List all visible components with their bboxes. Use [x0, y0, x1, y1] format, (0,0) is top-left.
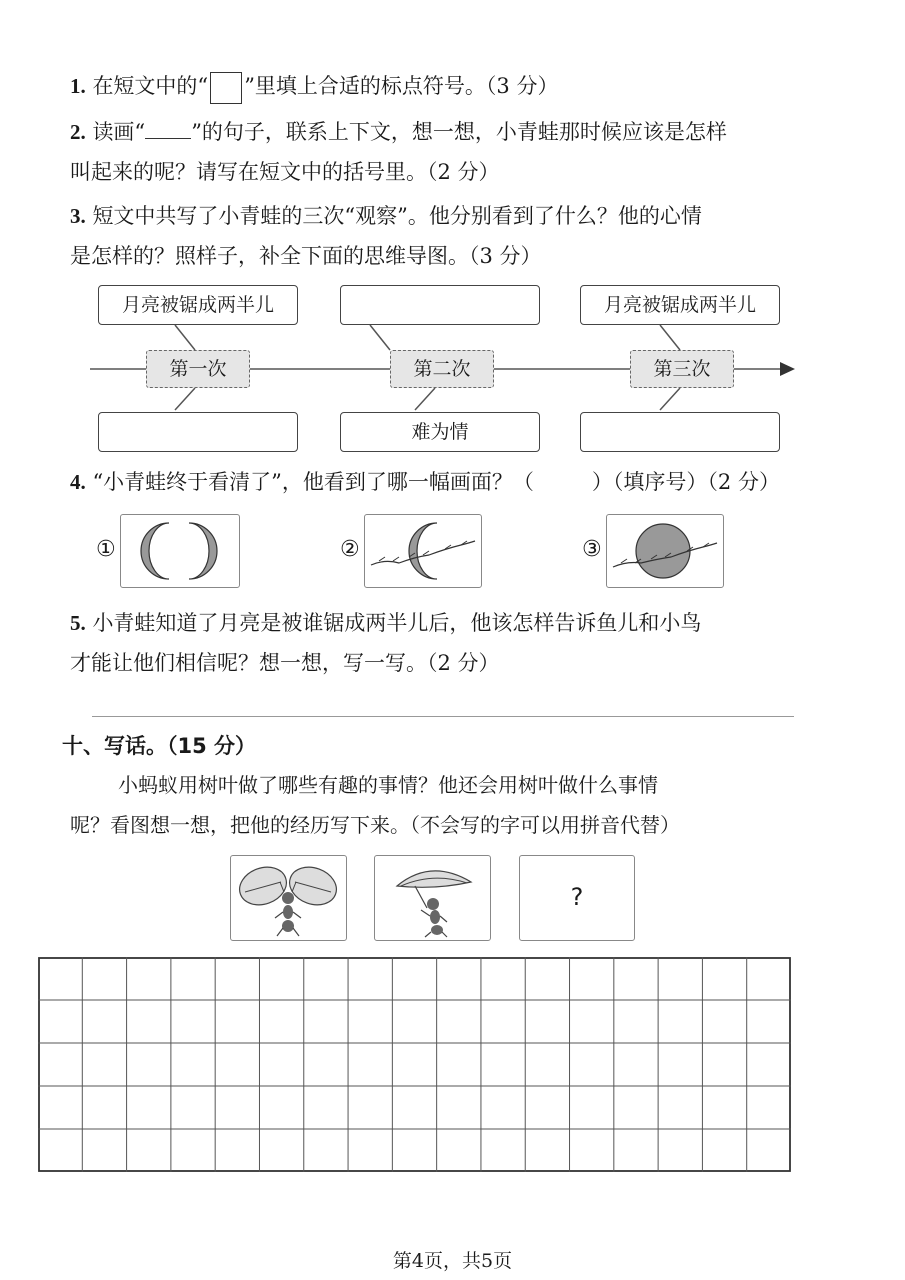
page-footer: 第4页，共5页: [392, 1250, 513, 1272]
arrow-head-icon: [780, 362, 795, 376]
question-number: 2.: [70, 120, 86, 144]
question-text: ”里填上合适的标点符号。（3 分）: [244, 74, 559, 98]
mystery-picture: [519, 855, 635, 941]
split-moon-picture[interactable]: [120, 514, 240, 588]
mind-map-bottom-box[interactable]: [580, 412, 780, 452]
question-text: 才能让他们相信呢？想一想，写一写。（2 分）: [70, 651, 500, 675]
mind-map-node-first: 第一次: [146, 350, 250, 388]
ant-leaf-umbrella-icon: [375, 856, 489, 939]
mind-map-top-box: 月亮被锯成两半儿: [98, 285, 298, 325]
writing-prompt: [70, 765, 810, 805]
divider: [92, 716, 794, 717]
section-title: 十、写话。（15 分）: [62, 734, 257, 758]
ant-with-leaf-wings-picture: [230, 855, 347, 941]
ant-leaf-wings-icon: [231, 856, 345, 939]
question-3: [70, 196, 810, 276]
punctuation-box: [210, 72, 242, 104]
question-text: “小青蛙终于看清了”，他看到了哪一幅画面？（: [92, 470, 534, 494]
mind-map-node-second: 第二次: [390, 350, 494, 388]
question-number: 3.: [70, 204, 86, 228]
crescent-moon-branch-icon: [365, 515, 480, 586]
question-text: ”的句子，联系上下文，想一想，小青蛙那时候应该是怎样: [191, 120, 727, 144]
question-text: ）（填序号）（2 分）: [591, 470, 780, 494]
full-moon-branch-icon: [607, 515, 722, 586]
question-text: 短文中共写了小青蛙的三次“观察”。他分别看到了什么？他的心情: [92, 204, 702, 228]
mind-map: [90, 280, 810, 460]
question-text: 读画“: [92, 120, 146, 144]
question-number: 4.: [70, 470, 86, 494]
underline-sample: [145, 116, 191, 139]
ant-with-leaf-umbrella-picture: [374, 855, 491, 941]
mind-map-bottom-box: 难为情: [340, 412, 540, 452]
question-1: [70, 66, 810, 106]
option-label: ②: [340, 537, 360, 562]
question-2: [70, 112, 810, 192]
writing-grid[interactable]: [38, 957, 791, 1172]
question-number: 5.: [70, 611, 86, 635]
mind-map-node-third: 第三次: [630, 350, 734, 388]
question-text: 小青蛙知道了月亮是被谁锯成两半儿后，他该怎样告诉鱼儿和小鸟: [92, 611, 702, 635]
question-4: [70, 462, 810, 502]
question-text: 在短文中的“: [92, 74, 209, 98]
option-label: ①: [96, 537, 116, 562]
prompt-line: 小蚂蚁用树叶做了哪些有趣的事情？他还会用树叶做什么事情: [118, 773, 658, 797]
option-label: ③: [582, 537, 602, 562]
split-moon-icon: [121, 515, 238, 586]
mind-map-top-box: 月亮被锯成两半儿: [580, 285, 780, 325]
writing-grid-lines: [38, 957, 791, 1172]
full-moon-picture[interactable]: [606, 514, 724, 588]
question-number: 1.: [70, 74, 86, 98]
question-mark: ?: [570, 883, 584, 911]
crescent-moon-picture[interactable]: [364, 514, 482, 588]
mind-map-bottom-box[interactable]: [98, 412, 298, 452]
mind-map-top-box[interactable]: [340, 285, 540, 325]
question-text: 是怎样的？照样子，补全下面的思维导图。（3 分）: [70, 244, 542, 268]
writing-prompt-line2: 呢？看图想一想，把他的经历写下来。（不会写的字可以用拼音代替）: [70, 813, 680, 837]
question-5: [70, 603, 810, 683]
question-text: 叫起来的呢？请写在短文中的括号里。（2 分）: [70, 160, 500, 184]
